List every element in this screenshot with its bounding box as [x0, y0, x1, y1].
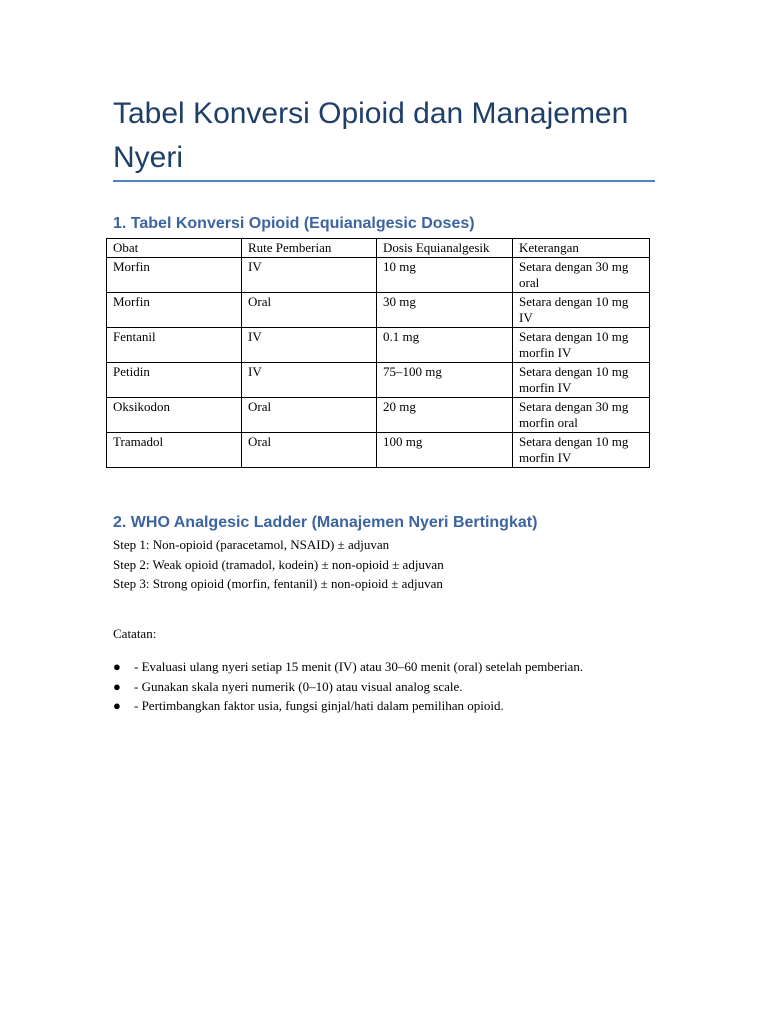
who-ladder-steps: [113, 535, 444, 594]
note-text: - Pertimbangkan faktor usia, fungsi ginjal/hati dalam pemilihan opioid.: [134, 698, 504, 713]
ladder-step: Step 2: Weak opioid (tramadol, kodein) ± non-opioid ± adjuvan: [113, 556, 444, 572]
cell-drug: Morfin: [107, 258, 242, 293]
document-title: Tabel Konversi Opioid dan Manajemen Nyeri: [113, 97, 629, 174]
cell-dose: 10 mg: [377, 258, 513, 293]
cell-note: Setara dengan 10 mg morfin IV: [513, 433, 650, 468]
notes-label: Catatan:: [113, 626, 157, 641]
column-header: Obat: [107, 239, 242, 258]
cell-dose: 0.1 mg: [377, 328, 513, 363]
cell-note: Setara dengan 30 mg oral: [513, 258, 650, 293]
cell-dose: 20 mg: [377, 398, 513, 433]
table-row: [107, 398, 650, 433]
bullet-dot-icon: ●: [113, 698, 121, 713]
cell-route: Oral: [242, 433, 377, 468]
section-heading-conversion: 1. Tabel Konversi Opioid (Equianalgesic Doses): [113, 215, 475, 232]
ladder-step: Step 3: Strong opioid (morfin, fentanil) ± non-opioid ± adjuvan: [113, 576, 443, 591]
list-item: [113, 677, 583, 697]
section-heading-who-ladder: 2. WHO Analgesic Ladder (Manajemen Nyeri Bertingkat): [113, 514, 538, 531]
cell-drug: Tramadol: [107, 433, 242, 468]
table-header-row: [107, 239, 650, 258]
cell-route: IV: [242, 363, 377, 398]
cell-drug: Morfin: [107, 293, 242, 328]
table-row: [107, 293, 650, 328]
cell-note: Setara dengan 10 mg morfin IV: [513, 328, 650, 363]
cell-route: IV: [242, 328, 377, 363]
cell-note: Setara dengan 30 mg morfin oral: [513, 398, 650, 433]
cell-drug: Oksikodon: [107, 398, 242, 433]
cell-note: Setara dengan 10 mg IV: [513, 293, 650, 328]
cell-drug: Petidin: [107, 363, 242, 398]
table-row: [107, 258, 650, 293]
table-row: [107, 328, 650, 363]
notes-list: [113, 657, 583, 716]
list-item: [113, 657, 583, 677]
opioid-conversion-table: [106, 238, 650, 468]
cell-dose: 30 mg: [377, 293, 513, 328]
cell-route: IV: [242, 258, 377, 293]
bullet-dot-icon: ●: [113, 678, 121, 694]
note-text: - Gunakan skala nyeri numerik (0–10) atau visual analog scale.: [134, 678, 463, 694]
column-header: Keterangan: [513, 239, 650, 258]
cell-route: Oral: [242, 398, 377, 433]
bullet-dot-icon: ●: [113, 659, 121, 674]
column-header: Rute Pemberian: [242, 239, 377, 258]
cell-note: Setara dengan 10 mg morfin IV: [513, 363, 650, 398]
title-divider: [113, 180, 655, 182]
column-header: Dosis Equianalgesik: [377, 239, 513, 258]
ladder-step: Step 1: Non-opioid (paracetamol, NSAID) ± adjuvan: [113, 537, 390, 552]
note-text: - Evaluasi ulang nyeri setiap 15 menit (IV) atau 30–60 menit (oral) setelah pemberian.: [134, 659, 584, 674]
table-row: [107, 433, 650, 468]
list-item: [113, 696, 583, 716]
cell-dose: 75–100 mg: [377, 363, 513, 398]
cell-drug: Fentanil: [107, 328, 242, 363]
cell-dose: 100 mg: [377, 433, 513, 468]
table-row: [107, 363, 650, 398]
cell-route: Oral: [242, 293, 377, 328]
